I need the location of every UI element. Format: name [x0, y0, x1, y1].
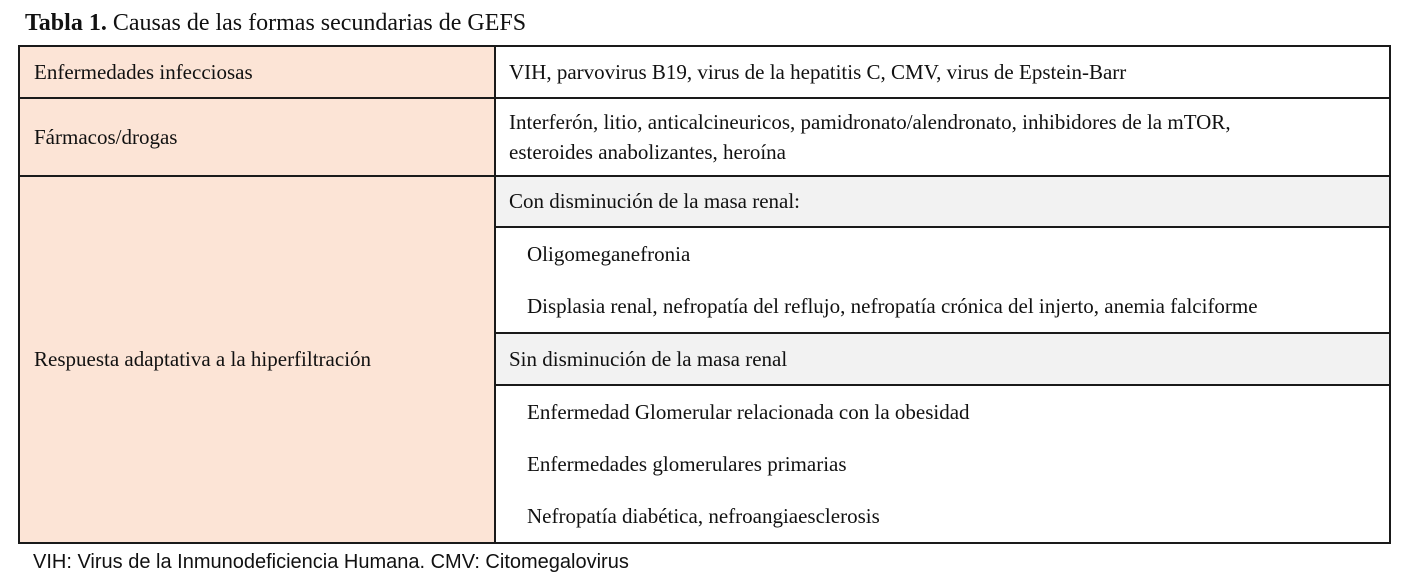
- list-item: Oligomeganefronia: [527, 242, 691, 266]
- content-cell-farmacos: [495, 98, 1390, 176]
- table-row: [19, 46, 1390, 98]
- causes-table: [18, 45, 1391, 544]
- category-cell-farmacos: Fármacos/drogas: [19, 98, 495, 176]
- list-item: Enfermedad Glomerular relacionada con la obesidad: [527, 400, 970, 424]
- list-item: Displasia renal, nefropatía del reflujo, nefropatía crónica del injerto, anemia falciforme: [527, 294, 1258, 318]
- table-footnote: VIH: Virus de la Inmunodeficiencia Humana. CMV: Citomegalovirus: [33, 551, 629, 573]
- table-title: [25, 6, 526, 40]
- items-cell-sin-disminucion: [495, 385, 1390, 543]
- table-row: [19, 98, 1390, 176]
- table-number-label: Tabla 1.: [25, 10, 107, 36]
- list-item: Enfermedades glomerulares primarias: [527, 452, 847, 476]
- subheading-sin-disminucion: Sin disminución de la masa renal: [495, 333, 1390, 385]
- content-line: Interferón, litio, anticalcineuricos, pamidronato/alendronato, inhibidores de la mTOR,: [509, 110, 1231, 134]
- content-cell-infecciosas: VIH, parvovirus B19, virus de la hepatitis C, CMV, virus de Epstein-Barr: [495, 46, 1390, 98]
- table-row: [19, 176, 1390, 227]
- category-cell-infecciosas: Enfermedades infecciosas: [19, 46, 495, 98]
- list-item: Nefropatía diabética, nefroangiaesclerosis: [527, 504, 880, 528]
- subheading-con-disminucion: Con disminución de la masa renal:: [495, 176, 1390, 227]
- items-cell-con-disminucion: [495, 227, 1390, 333]
- content-line: esteroides anabolizantes, heroína: [509, 140, 786, 164]
- category-cell-respuesta: Respuesta adaptativa a la hiperfiltración: [19, 176, 495, 543]
- table-title-text: Causas de las formas secundarias de GEFS: [112, 10, 527, 36]
